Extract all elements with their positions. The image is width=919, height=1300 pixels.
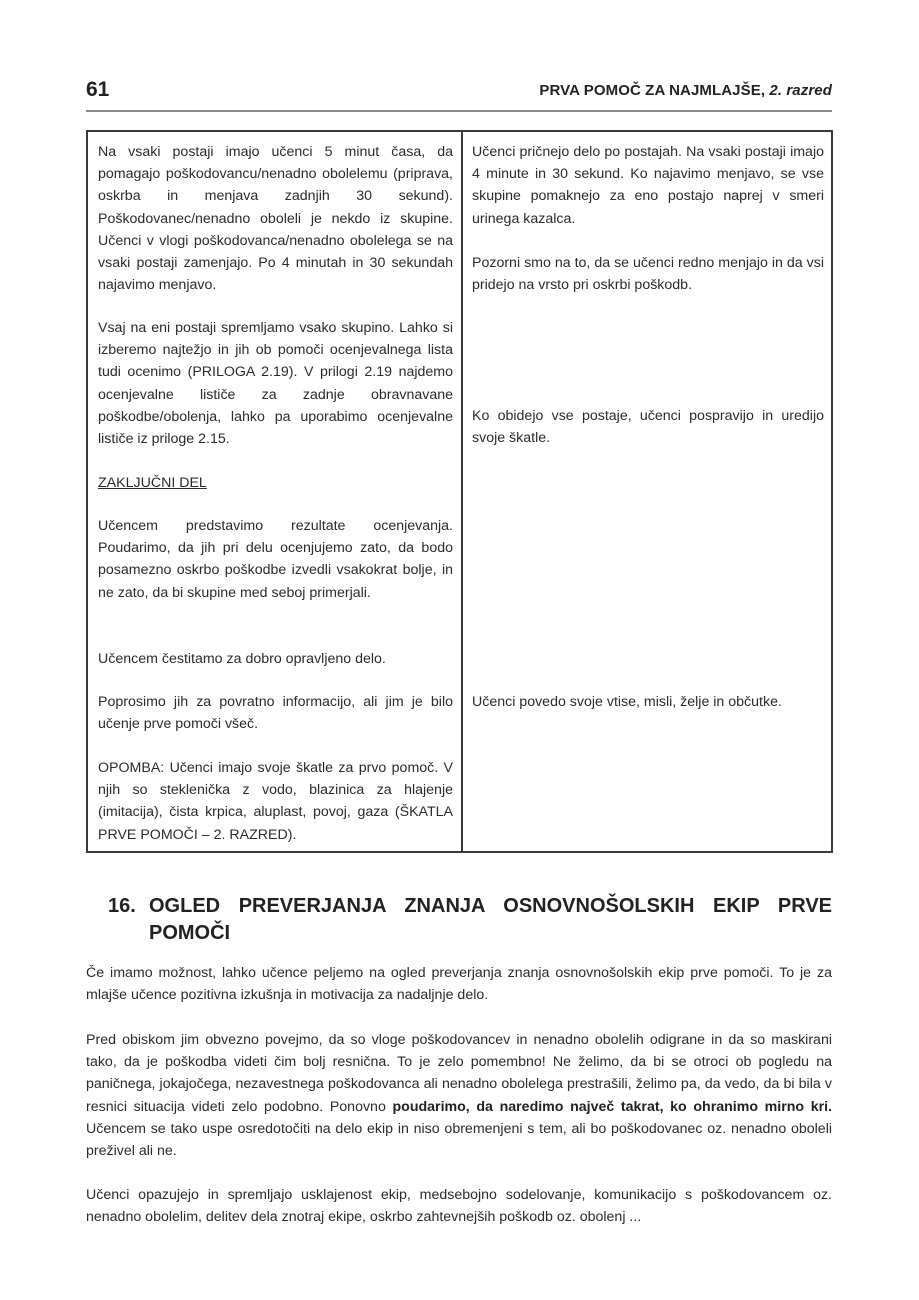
paragraph-intro: Če imamo možnost, lahko učence peljemo na ogled preverjanja znanja osnovnošolskih ekip prve pomoči. To je za mlajše učence pozitivna izkušnja in motivacija za nadaljnje delo. bbox=[86, 965, 832, 1004]
paragraph-preparation-end: Učencem se tako uspe osredotočiti na delo ekip in niso obremenjeni s tem, ali bo poškodovanec oz. nenadno oboleli preživel ali ne. bbox=[86, 1120, 832, 1160]
running-title-grade: 2. razred bbox=[769, 82, 832, 99]
paragraph-preparation-start: Pred obiskom jim obvezno povejmo, da so vloge poškodovancev in nenadno obolelih odigrane in da so maskirani tako, da je poškodba videti čim bolj resnična. To je zelo pomembno! Ne želimo, da bi se otroci ob pogledu na paničnega, jokajočega, nezavestnega poškodovanca ali nenadno obolelega prestrašili, želimo pa, da vedo, da bi bila v resnici situacija videti zelo podobno. Ponovno bbox=[86, 1032, 832, 1115]
left-cell-note: OPOMBA: Učenci imajo svoje škatle za prvo pomoč. V njih so steklenička z vodo, blazinica za hlajenje (imitacija), čista krpica, aluplast, povoj, gaza (ŠKATLA PRVE POMOČI – 2. RAZRED). bbox=[98, 760, 453, 843]
lesson-table bbox=[86, 130, 833, 853]
running-title bbox=[539, 82, 832, 99]
left-cell-assessment: Vsaj na eni postaji spremljamo vsako skupino. Lahko si izberemo najtežjo in jih ob pomoči ocenjevalnega lista tudi ocenimo (PRILOGA 2.19). V prilogi 2.19 najdemo ocenjevalne lističe za zadnje obravnavane poškodbe/obolenja, lahko pa uporabimo ocenjevalne lističe iz priloge 2.15. bbox=[98, 320, 453, 448]
column-divider bbox=[461, 132, 463, 851]
page-number: 61 bbox=[86, 78, 110, 101]
page-header bbox=[86, 76, 832, 112]
left-cell-stations: Na vsaki postaji imajo učenci 5 minut časa, da pomagajo poškodovancu/nenadno obolelemu (priprava, oskrba in menjava zadnjih 30 sekund). Poškodovanec/nenadno oboleli je nekdo iz skupine. Učenci v vlogi poškodovanca/nenadno obolelega se na vsaki postaji zamenjajo. Po 4 minutah in 30 sekundah najavimo menjavo. bbox=[98, 144, 453, 294]
left-cell-congratulations: Učencem čestitamo za dobro opravljeno delo. bbox=[98, 651, 386, 667]
left-cell-feedback: Poprosimo jih za povratno informacijo, ali jim je bilo učenje prve pomoči všeč. bbox=[98, 694, 453, 733]
paragraph-preparation bbox=[86, 1029, 832, 1162]
right-cell-rotation: Pozorni smo na to, da se učenci redno menjajo in da vsi pridejo na vrsto pri oskrbi poškodb. bbox=[472, 255, 824, 294]
right-cell-impressions: Učenci povedo svoje vtise, misli, želje in občutke. bbox=[472, 694, 782, 710]
right-cell-cleanup: Ko obidejo vse postaje, učenci pospravijo in uredijo svoje škatle. bbox=[472, 408, 824, 447]
section-title-line2: POMOČI bbox=[149, 922, 231, 944]
section-heading bbox=[108, 893, 832, 947]
left-cell-results: Učencem predstavimo rezultate ocenjevanja. Poudarimo, da jih pri delu ocenjujemo zato, da bodo posamezno oskrbo poškodbe izvedli vsakokrat bolje, in ne zato, da bi skupine med seboj primerjali. bbox=[98, 518, 453, 601]
running-title-main: PRVA POMOČ ZA NAJMLAJŠE, bbox=[539, 82, 766, 99]
section-number: 16. bbox=[108, 895, 136, 917]
section-title-line1: OGLED PREVERJANJA ZNANJA OSNOVNOŠOLSKIH EKIP PRVE bbox=[149, 895, 832, 917]
left-cell-closing-heading: ZAKLJUČNI DEL bbox=[98, 475, 207, 491]
paragraph-preparation-emphasis: poudarimo, da naredimo največ takrat, ko ohranimo mirno kri. bbox=[392, 1098, 833, 1115]
paragraph-observation: Učenci opazujejo in spremljajo usklajenost ekip, medsebojno sodelovanje, komunikacijo s poškodovancem oz. nenadno obolelim, delitev dela znotraj ekipe, oskrbo zahtevnejših poškodb oz. obolenj ... bbox=[86, 1187, 832, 1226]
section-title bbox=[149, 893, 832, 947]
right-cell-stations: Učenci pričnejo delo po postajah. Na vsaki postaji imajo 4 minute in 30 sekund. Ko najavimo menjavo, se vse skupine pomaknejo za eno postajo naprej v smeri urinega kazalca. bbox=[472, 144, 824, 227]
